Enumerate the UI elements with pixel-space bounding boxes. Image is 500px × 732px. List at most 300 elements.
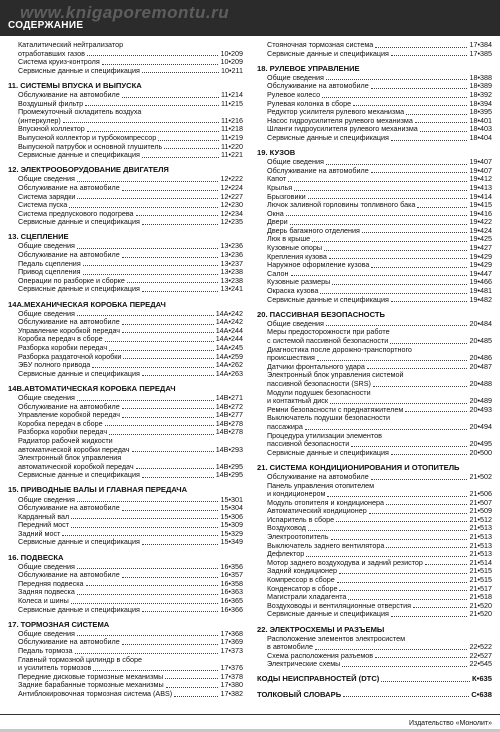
entry-title: Управление коробкой передач [18, 410, 121, 420]
dot-leader [63, 117, 219, 124]
toc-entry[interactable] [257, 296, 492, 305]
toc-entry[interactable] [257, 134, 492, 143]
entry-title: Привод сцепления [18, 267, 81, 277]
section-title[interactable]: 14В.АВТОМАТИЧЕСКАЯ КОРОБКА ПЕРЕДАЧ [8, 383, 176, 393]
entry-page-number: 12•234 [220, 208, 243, 218]
section-title[interactable]: 19. КУЗОВ [257, 148, 296, 158]
entry-page-number: 19•422 [469, 217, 492, 227]
toc-entry-line[interactable]: Радиатор рабочей жидкости [18, 435, 113, 445]
toc-section [257, 311, 492, 458]
section-page-number: К•635 [472, 674, 492, 684]
toc-entry[interactable] [8, 606, 243, 615]
toc-section [257, 41, 492, 58]
section-title[interactable]: 15. ПРИВОДНЫЕ ВАЛЫ И ГЛАВНАЯ ПЕРЕДАЧА [8, 485, 188, 495]
entry-title: Окна [267, 208, 284, 218]
section-title[interactable]: 17. ТОРМОЗНАЯ СИСТЕМА [8, 619, 110, 629]
toc-entry-line[interactable]: Электронный блок управления системой [267, 370, 404, 380]
dot-leader [142, 370, 214, 377]
toc-entry-line[interactable]: Панель управления отопителем [267, 480, 375, 490]
dot-leader [371, 82, 468, 89]
entry-page-number: 18•395 [469, 107, 492, 117]
toc-entry[interactable] [8, 471, 243, 480]
entry-page-number: 17•373 [220, 646, 243, 655]
entry-page-number: 19•414 [469, 191, 492, 201]
entry-page-number: 19•407 [469, 157, 492, 167]
toc-entry-line[interactable]: Электронный блок управления [18, 453, 122, 463]
entry-title: и кондиционером [267, 489, 326, 499]
entry-page-number: 16•365 [220, 596, 243, 606]
dot-leader [417, 201, 467, 208]
entry-page-number: 12•230 [220, 200, 243, 210]
entry-page-number: 17•384 [469, 40, 492, 49]
toc-entry[interactable] [8, 218, 243, 227]
entry-page-number: 15•306 [220, 511, 243, 521]
entry-title: Обслуживание на автомобиле [18, 503, 120, 513]
entry-page-number: 19•481 [469, 286, 492, 296]
entry-page-number: 20•485 [469, 336, 492, 345]
dot-leader [371, 261, 467, 268]
entry-title: Задняя подвеска [18, 587, 75, 597]
entry-page-number: 21•513 [469, 523, 492, 533]
entry-title: Обслуживание на автомобиле [267, 81, 369, 91]
dot-leader [123, 353, 213, 360]
entry-title: Общие сведения [18, 494, 75, 504]
dot-leader [77, 394, 214, 401]
toc-entry[interactable] [8, 690, 243, 699]
entry-page-number: 14В•272 [215, 401, 243, 411]
entry-page-number: 21•518 [469, 592, 492, 602]
entry-page-number: 11•218 [221, 124, 243, 134]
section-title[interactable]: 18. РУЛЕВОЕ УПРАВЛЕНИЕ [257, 63, 360, 73]
dot-leader [136, 210, 219, 217]
entry-title: Передние дисковые тормозные механизмы [18, 671, 164, 681]
dot-leader [367, 363, 468, 370]
dot-leader [369, 507, 468, 514]
dot-leader [122, 504, 219, 511]
entry-title: Обслуживание на автомобиле [18, 182, 120, 192]
toc-section [257, 464, 492, 619]
entry-title: Модуль отопителя и кондиционера [267, 497, 384, 507]
entry-title: пассивной безопасности (SRS) [267, 378, 371, 388]
entry-page-number: 14А•262 [215, 360, 243, 370]
entry-page-number: 20•489 [469, 396, 492, 406]
dot-leader [326, 158, 468, 165]
entry-title: Автоматический кондиционер [267, 506, 367, 516]
dot-leader [413, 602, 467, 609]
entry-title: Педаль сцепления [18, 258, 81, 268]
entry-title: Общие сведения [267, 157, 324, 167]
entry-title: происшествия [267, 353, 315, 363]
entry-page-number: 10•209 [220, 48, 243, 58]
entry-title: Разборка раздаточной коробки [18, 351, 122, 361]
page-header [0, 0, 500, 36]
entry-page-number: 13•236 [220, 241, 243, 251]
dot-leader [122, 571, 219, 578]
toc-section [8, 486, 243, 547]
entry-page-number: 20•493 [469, 404, 492, 414]
toc-section [8, 301, 243, 379]
dot-leader [326, 320, 468, 327]
entry-title: Наружное оформление кузова [267, 260, 370, 270]
dot-leader [158, 134, 219, 141]
entry-title: Обслуживание на автомобиле [18, 250, 120, 260]
dot-leader [86, 580, 219, 587]
dot-leader [294, 184, 467, 191]
dot-leader [330, 397, 467, 404]
entry-title: Капот [267, 174, 287, 184]
entry-page-number: 14В•278 [215, 418, 243, 428]
entry-title: Общие сведения [18, 628, 75, 638]
dot-leader [288, 175, 467, 182]
entry-title: Воздуховод [267, 523, 306, 533]
dot-leader [142, 538, 219, 545]
toc-entry-line[interactable]: Расположение элементов электросистем [267, 633, 406, 643]
dot-leader [105, 335, 214, 342]
toc-entry-line[interactable]: Выключатель подушки безопасности [267, 413, 390, 423]
entry-title: Шланги гидроусилителя рулевого механизма [267, 124, 418, 134]
entry-page-number: 19•407 [469, 165, 492, 175]
entry-page-number: 14В•295 [215, 461, 243, 471]
dot-leader [77, 630, 219, 637]
section-title[interactable]: 12. ЭЛЕКТРООБОРУДОВАНИЕ ДВИГАТЕЛЯ [8, 165, 169, 175]
entry-title: автоматической коробкой передач [18, 461, 134, 471]
entry-title: (интеркулер) [18, 115, 61, 125]
entry-page-number: 19•447 [469, 268, 492, 278]
entry-title: Окраска кузова [267, 286, 319, 296]
toc-entry-line[interactable]: Главный тормозной цилиндр в сборе [18, 654, 142, 664]
entry-title: Управление коробкой передач [18, 325, 121, 335]
toc-entry[interactable] [8, 370, 243, 379]
section-title[interactable]: 22. ЭЛЕКТРОСХЕМЫ И РАЗЪЕМЫ [257, 624, 385, 634]
entry-page-number: 10•211 [221, 65, 243, 75]
section-title[interactable]: 14А.МЕХАНИЧЕСКАЯ КОРОБКА ПЕРЕДАЧ [8, 299, 166, 309]
entry-page-number: 20•486 [469, 353, 492, 363]
dot-leader [425, 559, 468, 566]
dot-leader [306, 550, 467, 557]
toc-section [8, 166, 243, 227]
dot-leader [122, 318, 214, 325]
section-title[interactable] [257, 691, 492, 700]
toc-entry[interactable] [257, 167, 492, 176]
dot-leader [166, 681, 219, 688]
toc-entry[interactable] [8, 67, 243, 76]
dot-leader [92, 361, 213, 368]
dot-leader [322, 91, 467, 98]
toc-entry[interactable] [8, 538, 243, 547]
dot-leader [291, 270, 468, 277]
dot-leader [132, 446, 214, 453]
entry-title: в автомобиле [267, 642, 313, 652]
entry-page-number: 11•215 [221, 98, 243, 108]
toc-entry[interactable] [257, 449, 492, 458]
entry-title: Общие сведения [267, 318, 324, 328]
entry-title: Конденсатор в сборе [267, 583, 338, 593]
entry-title: Сервисные данные и спецификация [18, 470, 140, 480]
dot-leader [324, 244, 467, 251]
section-title[interactable] [257, 675, 492, 684]
entry-page-number: 15•304 [220, 503, 243, 513]
dot-leader [77, 310, 214, 317]
entry-title: Система предпускового подогрева [18, 208, 134, 218]
entry-page-number: 14В•271 [215, 392, 243, 402]
entry-page-number: 14В•293 [215, 444, 243, 454]
dot-leader [142, 218, 219, 225]
toc-entry[interactable] [8, 151, 243, 160]
dot-leader [85, 100, 219, 107]
entry-title: Сервисные данные и спецификация [18, 284, 140, 294]
dot-leader [109, 428, 214, 435]
entry-title: Датчики фронтального удара [267, 361, 365, 371]
entry-page-number: 19•413 [469, 182, 492, 192]
toc-section [257, 675, 492, 684]
entry-page-number: 19•466 [469, 277, 492, 287]
entry-title: Рулевое колесо [267, 89, 321, 99]
dot-leader [337, 576, 468, 583]
entry-page-number: 21•509 [469, 506, 492, 516]
page-title: СОДЕРЖАНИЕ [8, 20, 84, 31]
dot-leader [375, 41, 467, 48]
entry-page-number: 22•522 [469, 642, 492, 652]
entry-title: Выключатель заднего вентилятора [267, 540, 385, 550]
dot-leader [375, 652, 467, 659]
toc-entry[interactable] [257, 50, 492, 59]
dot-leader [109, 344, 214, 351]
toc-entry-line[interactable]: Промежуточный охладитель воздуха [18, 107, 142, 117]
entry-title: Обслуживание на автомобиле [18, 401, 120, 411]
entry-title: Обслуживание на автомобиле [267, 471, 369, 481]
entry-title: Разборка коробки передач [18, 343, 108, 352]
dot-leader [420, 125, 468, 132]
entry-title: Общие сведения [18, 174, 75, 184]
toc-section [8, 233, 243, 294]
dot-leader [342, 660, 467, 667]
toc-entry-line[interactable]: Диагностика после дорожно-транспортного [267, 344, 412, 354]
dot-leader [102, 58, 219, 65]
entry-page-number: 12•235 [220, 217, 243, 227]
entry-page-number: 22•545 [469, 659, 492, 669]
dot-leader [329, 253, 468, 260]
dot-leader [315, 643, 468, 650]
toc-entry[interactable] [257, 201, 492, 210]
entry-title: Система круиз-контроля [18, 57, 100, 67]
entry-page-number: 12•222 [220, 174, 243, 184]
dot-leader [386, 542, 467, 549]
entry-title: Кузовные размеры [267, 277, 331, 287]
entry-page-number: 22•527 [469, 650, 492, 660]
dot-leader [348, 593, 467, 600]
entry-page-number: 20•494 [469, 421, 492, 431]
entry-page-number: 20•500 [469, 447, 492, 457]
entry-title: Салон [267, 268, 289, 278]
section-title[interactable]: 13. СЦЕПЛЕНИЕ [8, 232, 69, 242]
entry-title: Крепления кузова [267, 251, 327, 261]
dot-leader [331, 533, 468, 540]
entry-page-number: 17•378 [220, 671, 243, 681]
section-title-text: ТОЛКОВЫЙ СЛОВАРЬ [257, 689, 342, 699]
entry-title: Испаритель в сборе [267, 514, 335, 524]
entry-page-number: 21•515 [469, 575, 492, 585]
entry-page-number: 18•403 [469, 124, 492, 134]
entry-page-number: 16•358 [220, 578, 243, 588]
dot-leader [62, 530, 218, 537]
section-title[interactable]: 21. СИСТЕМА КОНДИЦИОНИРОВАНИЯ И ОТОПИТЕЛЬ [257, 462, 460, 472]
entry-page-number: 11•220 [221, 141, 243, 151]
entry-title: и контактный диск [267, 396, 329, 406]
publisher-label: Издательство «Монолит» [408, 720, 492, 727]
entry-page-number: 19•425 [469, 234, 492, 244]
entry-title: Компрессор в сборе [267, 575, 335, 585]
entry-title: Сервисные данные и спецификация [267, 447, 389, 457]
entry-page-number: 21•512 [469, 514, 492, 524]
dot-leader [286, 210, 468, 217]
entry-page-number: 18•392 [469, 89, 492, 99]
toc-entry-line[interactable]: Процедура утилизации элементов [267, 430, 382, 440]
toc-section [257, 626, 492, 669]
entry-title: Задние барабанные тормозные механизмы [18, 680, 164, 690]
entry-title: Обслуживание на автомобиле [18, 570, 120, 580]
entry-page-number: 14В•277 [215, 410, 243, 420]
entry-title: Ремни безопасности с преднатяжителем [267, 404, 404, 414]
entry-page-number: 14А•263 [215, 368, 243, 378]
dot-leader [373, 380, 468, 387]
dot-leader [71, 521, 218, 528]
dot-leader [69, 201, 218, 208]
entry-page-number: 17•382 [220, 688, 243, 698]
entry-title: Общие сведения [18, 241, 75, 251]
toc-left-column [8, 41, 243, 705]
entry-title: Обслуживание на автомобиле [18, 637, 120, 647]
entry-page-number: 18•394 [469, 98, 492, 108]
entry-page-number: 21•514 [469, 557, 492, 567]
entry-page-number: 13•236 [220, 250, 243, 260]
entry-title: Редуктор усилителя рулевого механизма [267, 107, 405, 117]
toc-entry-line[interactable]: Каталитический нейтрализатор [18, 40, 124, 49]
toc-entry[interactable] [257, 210, 492, 219]
entry-title: Задний мост [18, 528, 61, 538]
entry-page-number: 19•416 [469, 208, 492, 218]
dot-leader [371, 167, 468, 174]
toc-section [257, 691, 492, 700]
section-page-number: С•638 [471, 689, 492, 699]
entry-title: Общие сведения [18, 561, 75, 571]
toc-entry[interactable] [257, 261, 492, 270]
entry-page-number: 11•219 [221, 132, 243, 142]
entry-title: Сервисные данные и спецификация [267, 609, 389, 619]
dot-leader [93, 664, 218, 671]
entry-title: Разборка коробки передач [18, 427, 108, 437]
entry-title: Стояночная тормозная система [267, 40, 374, 49]
entry-title: Карданный вал [18, 511, 70, 521]
entry-page-number: 21•513 [469, 540, 492, 550]
entry-page-number: 13•237 [220, 258, 243, 268]
entry-page-number: 19•427 [469, 243, 492, 253]
entry-page-number: 17•385 [469, 48, 492, 58]
dot-leader [343, 691, 469, 698]
entry-page-number: 10•209 [220, 57, 243, 67]
entry-title: Лючок заливной горловины топливного бака [267, 200, 416, 210]
entry-page-number: 11•214 [221, 89, 243, 99]
entry-title: Система зарядки [18, 191, 76, 201]
toc-entry[interactable] [257, 660, 492, 669]
dot-leader [353, 100, 467, 107]
toc-entry-line[interactable]: Меры предосторожности при работе [267, 327, 390, 337]
entry-page-number: 13•238 [220, 267, 243, 277]
entry-title: Обслуживание на автомобиле [18, 89, 120, 99]
dot-leader [371, 473, 468, 480]
dot-leader [339, 567, 467, 574]
dot-leader [405, 406, 467, 413]
entry-title: Рулевая колонка в сборе [267, 98, 352, 108]
section-title[interactable]: 11. СИСТЕМЫ ВПУСКА И ВЫПУСКА [8, 80, 142, 90]
entry-title: Общие сведения [18, 308, 75, 318]
entry-page-number: 21•513 [469, 532, 492, 542]
entry-page-number: 19•415 [469, 200, 492, 210]
toc-entry-line[interactable]: Модули подушек безопасности [267, 387, 371, 397]
entry-page-number: 19•412 [469, 174, 492, 184]
entry-page-number: 21•507 [469, 497, 492, 507]
dot-leader [391, 134, 468, 141]
entry-title: Воздушный фильтр [18, 98, 84, 108]
dot-leader [122, 327, 214, 334]
entry-title: Двери [267, 217, 288, 227]
entry-title: с системой пассивной безопасности [267, 336, 389, 345]
entry-page-number: 21•502 [469, 471, 492, 481]
dot-leader [326, 74, 468, 81]
entry-title: Сервисные данные и спецификация [267, 132, 389, 142]
section-title[interactable]: 20. ПАССИВНАЯ БЕЗОПАСНОСТЬ [257, 309, 385, 319]
dot-leader [327, 490, 467, 497]
entry-page-number: 14А•242 [215, 317, 243, 327]
entry-title: Кузовные опоры [267, 243, 322, 253]
entry-page-number: 20•495 [469, 439, 492, 449]
entry-page-number: 14А•259 [215, 351, 243, 361]
dot-leader [83, 260, 219, 267]
entry-title: Сервисные данные и спецификация [18, 604, 140, 614]
entry-title: Сервисные данные и спецификация [18, 150, 140, 160]
entry-title: Операции по разборке и сборке [18, 275, 125, 285]
entry-page-number: 19•429 [469, 251, 492, 261]
entry-page-number: 16•356 [220, 561, 243, 571]
dot-leader [142, 606, 219, 613]
toc-entry[interactable] [257, 610, 492, 619]
entry-title: Коробка передач в сборе [18, 418, 103, 428]
entry-page-number: 14А•244 [215, 334, 243, 344]
entry-title: Обслуживание на автомобиле [18, 317, 120, 327]
entry-page-number: 21•515 [469, 566, 492, 576]
entry-title: Задний кондиционер [267, 566, 338, 576]
dot-leader [122, 403, 214, 410]
entry-title: Дефлектор [267, 549, 305, 559]
dot-leader [87, 125, 219, 132]
entry-title: Сервисные данные и спецификация [18, 217, 140, 227]
entry-title: Брызговики [267, 191, 306, 201]
entry-page-number: 20•484 [469, 318, 492, 328]
dot-leader [83, 268, 219, 275]
dot-leader [122, 91, 219, 98]
toc-entry[interactable] [8, 285, 243, 294]
toc-entry[interactable] [257, 175, 492, 184]
entry-title: автоматической коробки передач [18, 444, 130, 454]
entry-page-number: 18•401 [469, 115, 492, 125]
dot-leader [127, 277, 219, 284]
dot-leader [77, 242, 219, 249]
toc-section [257, 149, 492, 304]
dot-leader [77, 175, 219, 182]
entry-title: Общие сведения [267, 72, 324, 82]
dot-leader [290, 218, 468, 225]
section-title[interactable]: 16. ПОДВЕСКА [8, 552, 64, 562]
entry-page-number: 16•366 [220, 604, 243, 614]
